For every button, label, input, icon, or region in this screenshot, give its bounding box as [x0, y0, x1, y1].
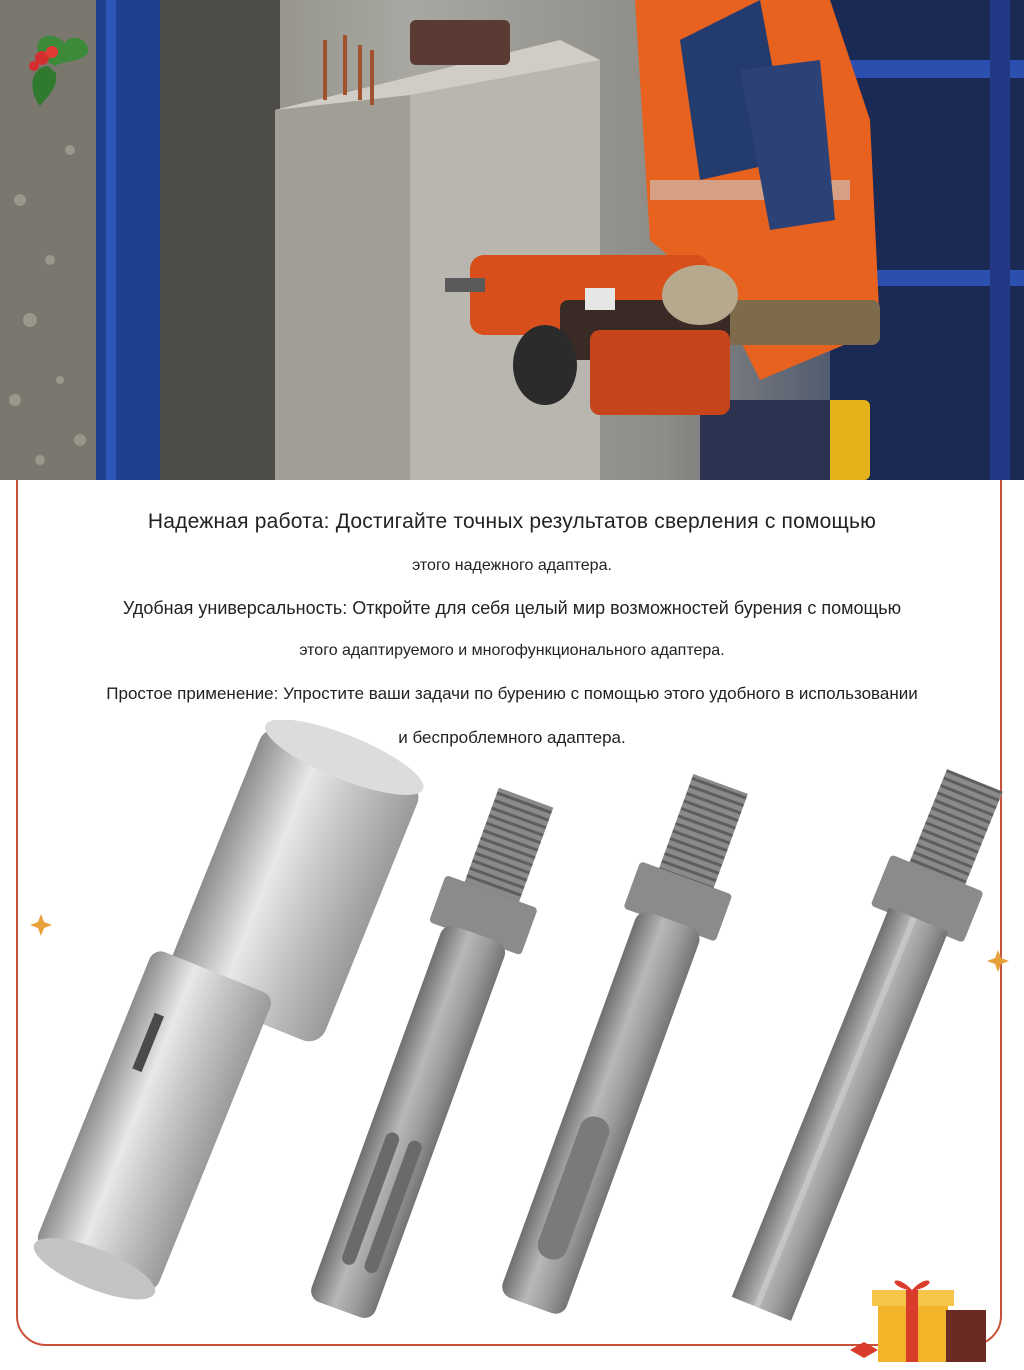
description-line-2: этого надежного адаптера. [412, 557, 612, 574]
hero-image [0, 0, 1024, 480]
holly-icon [10, 18, 96, 110]
product-images [0, 720, 1024, 1365]
description-line-4: этого адаптируемого и многофункционального адаптера. [299, 642, 725, 659]
description-line-1: Надежная работа: Достигайте точных результатов сверления с помощью [147, 510, 877, 533]
construction-worker-drilling-concrete-image [0, 0, 1024, 480]
hex-shank-adapter-image [715, 762, 1021, 1328]
description-line-5: Простое применение: Упростите ваши задачи по бурению с помощью этого удобного в использовании [106, 684, 918, 703]
description-line-3: Удобная универсальность: Откройте для себя целый мир возможностей бурения с помощью [122, 598, 902, 618]
description-line-6: и беспроблемного адаптера. [398, 728, 626, 747]
gift-box-icon [850, 1280, 986, 1362]
